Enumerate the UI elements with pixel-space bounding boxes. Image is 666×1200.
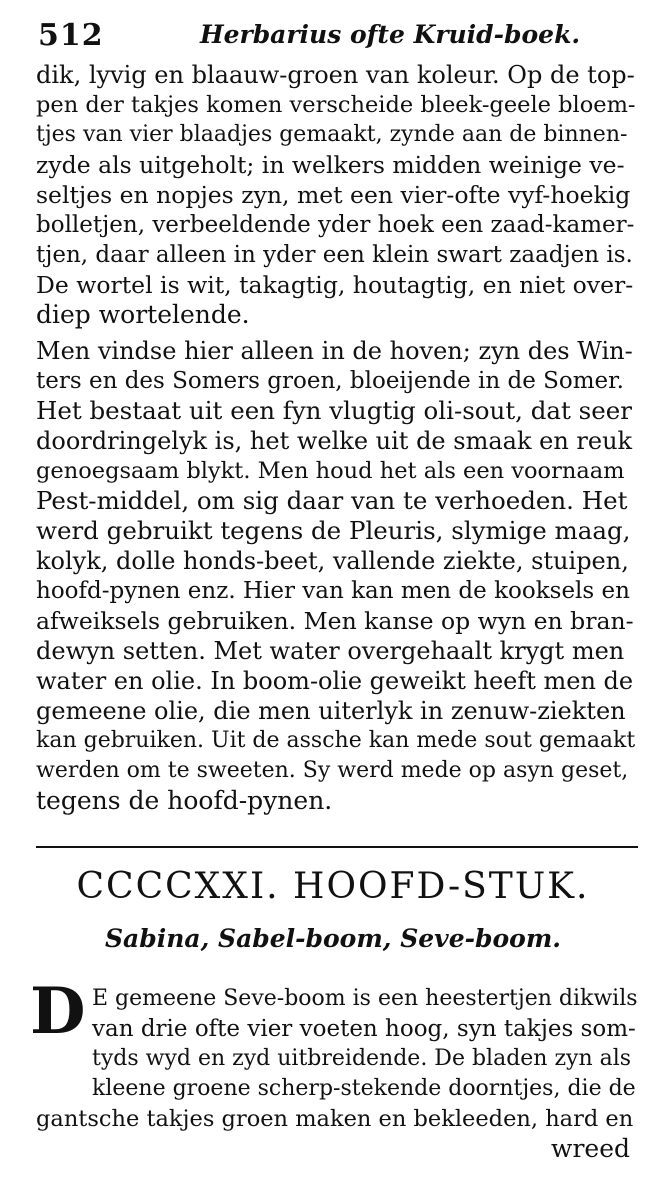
text-line: tegens de hoofd-pynen. bbox=[36, 786, 333, 815]
text-line: De wortel is wit, takagtig, houtagtig, en niet over- bbox=[36, 271, 634, 299]
text-line: tjen, daar alleen in yder een klein swart zaadjen is. bbox=[36, 242, 633, 268]
text-line: tyds wyd en zyd uitbreidende. De bladen zyn als bbox=[92, 1046, 632, 1071]
text-line: dewyn setten. Met water overgehaalt krygt men bbox=[36, 637, 625, 665]
text-line: E gemeene Seve-boom is een heestertjen dikwils bbox=[92, 986, 638, 1011]
running-title: Herbarius ofte Kruid-boek. bbox=[200, 20, 581, 49]
text-line: Men vindse hier alleen in de hoven; zyn des Win- bbox=[36, 337, 633, 365]
catchword: wreed bbox=[551, 1134, 630, 1163]
text-line: kolyk, dolle honds-beet, vallende ziekte, stuipen, bbox=[36, 547, 629, 575]
text-line: ters en des Somers groen, bloeijende in de Somer. bbox=[36, 368, 624, 394]
text-line: pen der takjes komen verscheide bleek-geele bloem- bbox=[36, 92, 636, 118]
text-line: Het bestaat uit een fyn vlugtig oli-sout, dat seer bbox=[36, 396, 632, 425]
text-line: diep wortelende. bbox=[36, 300, 250, 329]
text-line: zyde als uitgeholt; in welkers midden weinige ve- bbox=[36, 151, 625, 179]
drop-cap: D bbox=[30, 974, 86, 1049]
text-line: seltjes en nopjes zyn, met een vier-ofte vyf-hoekig bbox=[36, 181, 631, 209]
text-line: water en olie. In boom-olie geweikt heeft men de bbox=[36, 667, 634, 695]
text-line: hoofd-pynen enz. Hier van kan men de kooksels en bbox=[36, 578, 630, 604]
page-number: 512 bbox=[38, 18, 104, 53]
paragraph-sabina-indented bbox=[92, 984, 638, 1104]
text-line: genoegsaam blykt. Men houd het als een voornaam bbox=[36, 458, 625, 484]
text-line: kleene groene scherp-stekende doorntjes, die de bbox=[92, 1076, 636, 1101]
text-line: werd gebruikt tegens de Pleuris, slymige maag, bbox=[36, 516, 631, 545]
chapter-title: CCCCXXI. HOOFD-STUK. bbox=[76, 866, 590, 907]
text-line: kan gebruiken. Uit de assche kan mede sout gemaakt bbox=[36, 728, 636, 753]
page-header bbox=[38, 14, 626, 58]
text-line: Pest-middel, om sig daar van te verhoeden. Het bbox=[36, 486, 628, 515]
paragraph-uses bbox=[36, 396, 636, 816]
section-divider bbox=[36, 846, 638, 848]
text-line: van drie ofte vier voeten hoog, syn takjes som- bbox=[92, 1016, 636, 1042]
chapter-subtitle: Sabina, Sabel-boom, Seve-boom. bbox=[105, 924, 561, 953]
text-line: doordringelyk is, het welke uit de smaak en reuk bbox=[36, 427, 633, 455]
text-line: tjes van vier blaadjes gemaakt, zynde aan de binnen- bbox=[36, 122, 628, 147]
paragraph-description bbox=[36, 60, 636, 330]
text-line: bolletjen, verbeeldende yder hoek een zaad-kamer- bbox=[36, 212, 635, 238]
text-line: gemeene olie, die men uiterlyk in zenuw-ziekten bbox=[36, 697, 626, 725]
text-line: dik, lyvig en blaauw-groen van koleur. Op de top- bbox=[36, 61, 635, 89]
paragraph-habitat bbox=[36, 336, 636, 396]
text-line: gantsche takjes groen maken en bekleeden, hard en bbox=[36, 1106, 634, 1132]
paragraph-sabina-continued bbox=[36, 1104, 636, 1134]
text-line: afweiksels gebruiken. Men kanse op wyn en bran- bbox=[36, 607, 634, 635]
text-line: werden om te sweeten. Sy werd mede op asyn geset, bbox=[36, 758, 629, 783]
